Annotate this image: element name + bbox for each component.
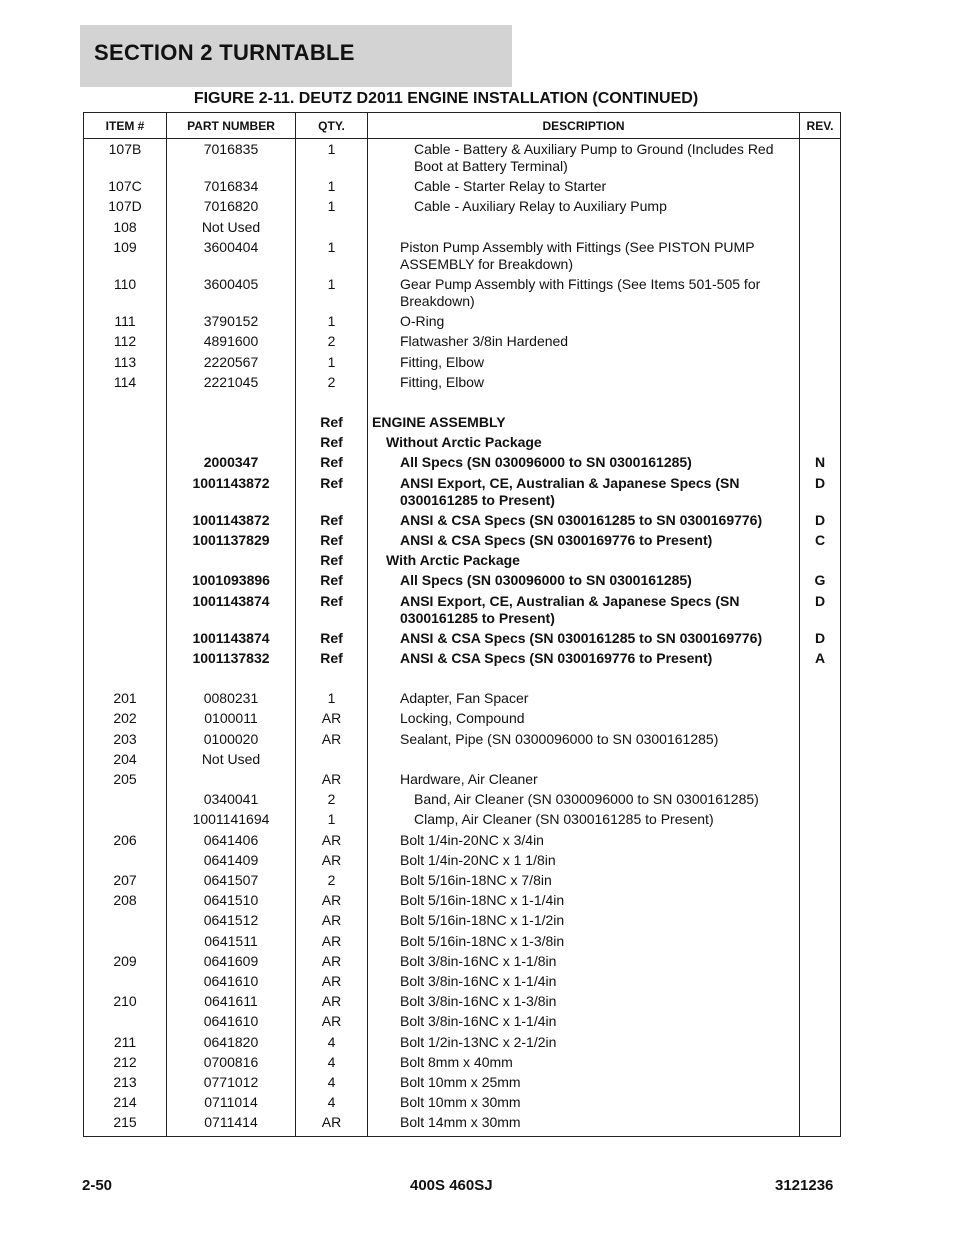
item-number-cell: 114 [113, 373, 137, 390]
description-cell: Bolt 3/8in-16NC x 1-1/4in [400, 1013, 557, 1030]
part-number-cell: 0340041 [203, 791, 259, 808]
item-number-cell: 203 [113, 730, 137, 747]
part-number-cell: 0641511 [204, 932, 258, 949]
part-number-cell: 0641820 [203, 1033, 259, 1050]
description-cell: Bolt 10mm x 30mm [400, 1094, 521, 1111]
qty-cell: Ref [320, 592, 343, 609]
item-number-cell: 110 [113, 276, 137, 292]
part-number-cell: 0711014 [204, 1094, 258, 1111]
qty-cell: Ref [320, 511, 343, 528]
item-number-cell: 111 [114, 313, 136, 330]
qty-cell: Ref [320, 414, 343, 430]
item-number-cell: 108 [113, 218, 137, 235]
item-number-cell: 215 [113, 1114, 137, 1131]
section-title: SECTION 2 TURNTABLE [94, 40, 355, 65]
qty-cell: Ref [320, 629, 343, 646]
qty-cell: 2 [327, 333, 336, 350]
rev-cell: D [814, 629, 826, 646]
part-number-cell: 1001143874 [192, 629, 270, 646]
rev-cell: D [814, 592, 826, 609]
qty-cell: AR [321, 932, 342, 949]
item-number-cell: 210 [113, 993, 137, 1010]
item-number-cell: 211 [113, 1033, 137, 1050]
qty-cell: 1 [327, 353, 336, 370]
item-number-cell: 113 [113, 353, 137, 370]
item-number-cell: 208 [113, 892, 137, 909]
qty-cell: AR [321, 771, 342, 787]
column-divider [799, 113, 800, 1136]
part-number-cell: 0641610 [203, 1013, 259, 1030]
description-cell: All Specs (SN 030096000 to SN 0300161285) [400, 454, 692, 471]
table-header [84, 113, 840, 139]
qty-cell: AR [321, 892, 342, 909]
page-number: 2-50 [82, 1177, 113, 1194]
rev-cell: D [814, 474, 826, 491]
item-number-cell: 202 [113, 710, 137, 727]
rev-cell: C [814, 532, 826, 548]
header-description: DESCRIPTION [542, 119, 625, 133]
item-number-cell: 107D [108, 198, 142, 215]
description-cell: Locking, Compound [400, 710, 525, 727]
part-number-cell: 0771012 [203, 1074, 259, 1090]
description-cell: Band, Air Cleaner (SN 0300096000 to SN 0300161285) [414, 791, 759, 808]
item-number-cell: 205 [113, 771, 137, 787]
part-number-cell: 0641406 [203, 831, 259, 848]
qty-cell: Ref [320, 650, 343, 666]
qty-cell: 1 [327, 313, 336, 330]
description-cell: Clamp, Air Cleaner (SN 0300161285 to Present) [414, 811, 714, 828]
description-cell: Bolt 3/8in-16NC x 1-1/8in [400, 952, 557, 969]
header-rev: REV. [806, 119, 834, 133]
model-name: 400S 460SJ [410, 1177, 493, 1194]
description-cell: Cable - Auxiliary Relay to Auxiliary Pump [414, 198, 667, 215]
part-number-cell: Not Used [201, 750, 261, 767]
qty-cell: AR [321, 710, 342, 727]
part-number-cell: 7016820 [203, 198, 259, 215]
description-cell: Gear Pump Assembly with Fittings (See Items 501-505 for Breakdown) [400, 276, 761, 309]
description-cell: Bolt 5/16in-18NC x 1-1/4in [400, 892, 565, 909]
part-number-cell: 3790152 [203, 313, 259, 330]
qty-cell: 1 [327, 276, 336, 292]
description-cell: Bolt 5/16in-18NC x 7/8in [400, 872, 552, 888]
rev-cell: N [814, 454, 826, 471]
qty-cell: 1 [327, 238, 336, 255]
description-cell: O-Ring [400, 313, 445, 330]
part-number-cell: 0641610 [203, 973, 259, 989]
part-number-cell: 1001093896 [192, 572, 270, 589]
qty-cell: 4 [327, 1074, 336, 1090]
header-part-number: PART NUMBER [187, 119, 275, 133]
rev-cell: G [814, 572, 826, 589]
qty-cell: AR [321, 952, 342, 969]
qty-cell: 4 [327, 1053, 336, 1070]
part-number-cell: 1001137832 [192, 650, 270, 666]
item-number-cell: 207 [113, 872, 137, 888]
description-cell: Bolt 1/2in-13NC x 2-1/2in [400, 1033, 557, 1050]
qty-cell: AR [321, 730, 342, 747]
part-number-cell: 7016834 [203, 178, 259, 195]
qty-cell: Ref [320, 474, 343, 491]
qty-cell: Ref [320, 552, 343, 569]
description-cell: Bolt 14mm x 30mm [400, 1114, 521, 1131]
qty-cell: Ref [320, 454, 343, 471]
part-number-cell: 0080231 [203, 690, 259, 707]
qty-cell: 1 [327, 811, 336, 828]
part-number-cell: 2221045 [203, 373, 259, 390]
part-number-cell: 0711414 [204, 1114, 258, 1131]
description-cell: ENGINE ASSEMBLY [372, 414, 506, 430]
description-cell: Hardware, Air Cleaner [400, 771, 538, 787]
section-header-bar [80, 25, 512, 87]
item-number-cell: 212 [113, 1053, 137, 1070]
item-number-cell: 107C [108, 178, 142, 195]
rev-cell: A [814, 650, 826, 666]
part-number-cell: 1001141694 [192, 811, 270, 828]
description-cell: ANSI & CSA Specs (SN 0300169776 to Present) [400, 532, 713, 548]
part-number-cell: 2000347 [203, 454, 259, 471]
qty-cell: 2 [327, 373, 336, 390]
qty-cell: Ref [320, 572, 343, 589]
description-cell: Bolt 1/4in-20NC x 1 1/8in [400, 851, 556, 868]
qty-cell: AR [321, 831, 342, 848]
description-cell: Bolt 3/8in-16NC x 1-3/8in [400, 993, 557, 1010]
part-number-cell: 0641409 [203, 851, 259, 868]
qty-cell: 1 [327, 141, 336, 157]
part-number-cell: 3600404 [203, 238, 259, 255]
qty-cell: Ref [320, 434, 343, 451]
description-cell: Bolt 8mm x 40mm [400, 1053, 513, 1070]
part-number-cell: 3600405 [203, 276, 259, 292]
qty-cell: 1 [327, 198, 336, 215]
part-number-cell: 1001143872 [192, 474, 270, 491]
item-number-cell: 112 [113, 333, 137, 350]
item-number-cell: 206 [113, 831, 137, 848]
description-cell: Sealant, Pipe (SN 0300096000 to SN 0300161285) [400, 730, 719, 747]
description-cell: ANSI & CSA Specs (SN 0300161285 to SN 0300169776) [400, 629, 763, 646]
part-number-cell: 0100020 [203, 730, 259, 747]
description-cell: Cable - Battery & Auxiliary Pump to Ground (Includes Red Boot at Battery Terminal) [414, 141, 774, 174]
rev-cell: D [814, 511, 826, 528]
qty-cell: 1 [327, 690, 336, 707]
description-cell: Fitting, Elbow [400, 373, 485, 390]
header-item: ITEM # [105, 119, 145, 133]
part-number-cell: 0641512 [203, 912, 259, 929]
qty-cell: Ref [320, 532, 343, 548]
qty-cell: 4 [327, 1033, 336, 1050]
description-cell: Bolt 1/4in-20NC x 3/4in [400, 831, 544, 848]
qty-cell: AR [321, 993, 342, 1010]
description-cell: Bolt 5/16in-18NC x 1-1/2in [400, 912, 565, 929]
part-number-cell: 0700816 [203, 1053, 259, 1070]
item-number-cell: 214 [113, 1094, 137, 1111]
item-number-cell: 213 [113, 1074, 137, 1090]
description-cell: ANSI & CSA Specs (SN 0300169776 to Present) [400, 650, 713, 666]
part-number-cell: 0641609 [203, 952, 259, 969]
parts-table [83, 112, 841, 1137]
document-number: 3121236 [775, 1177, 834, 1194]
description-cell: Bolt 10mm x 25mm [400, 1074, 521, 1090]
part-number-cell: 7016835 [203, 141, 259, 157]
description-cell: Fitting, Elbow [400, 353, 485, 370]
description-cell: All Specs (SN 030096000 to SN 0300161285) [400, 572, 692, 589]
description-cell: ANSI Export, CE, Australian & Japanese Specs (SN 0300161285 to Present) [400, 592, 740, 626]
part-number-cell: 4891600 [203, 333, 259, 350]
qty-cell: 2 [327, 791, 336, 808]
description-cell: Without Arctic Package [386, 434, 542, 451]
header-qty: QTY. [318, 119, 345, 133]
item-number-cell: 109 [113, 238, 137, 255]
column-divider [367, 113, 368, 1136]
description-cell: Flatwasher 3/8in Hardened [400, 333, 569, 350]
qty-cell: 2 [327, 872, 336, 888]
qty-cell: 1 [327, 178, 336, 195]
part-number-cell: 0641507 [203, 872, 259, 888]
description-cell: ANSI Export, CE, Australian & Japanese Specs (SN 0300161285 to Present) [400, 474, 740, 508]
part-number-cell: 0100011 [204, 710, 258, 727]
part-number-cell: 0641510 [203, 892, 259, 909]
part-number-cell: 1001137829 [192, 532, 270, 548]
qty-cell: AR [321, 1114, 342, 1131]
qty-cell: AR [321, 1013, 342, 1030]
part-number-cell: Not Used [201, 218, 261, 235]
qty-cell: AR [321, 973, 342, 989]
description-cell: Piston Pump Assembly with Fittings (See PISTON PUMP ASSEMBLY for Breakdown) [400, 238, 755, 272]
item-number-cell: 201 [113, 690, 137, 707]
description-cell: Cable - Starter Relay to Starter [414, 178, 607, 195]
part-number-cell: 0641611 [204, 993, 258, 1010]
description-cell: ANSI & CSA Specs (SN 0300161285 to SN 0300169776) [400, 511, 763, 528]
part-number-cell: 1001143874 [192, 592, 270, 609]
item-number-cell: 209 [113, 952, 137, 969]
qty-cell: AR [321, 851, 342, 868]
qty-cell: AR [321, 912, 342, 929]
qty-cell: 4 [327, 1094, 336, 1111]
item-number-cell: 107B [108, 141, 142, 157]
description-cell: Bolt 5/16in-18NC x 1-3/8in [400, 932, 565, 949]
part-number-cell: 2220567 [203, 353, 259, 370]
part-number-cell: 1001143872 [192, 511, 270, 528]
figure-title: FIGURE 2-11. DEUTZ D2011 ENGINE INSTALLATION (CONTINUED) [193, 90, 699, 107]
description-cell: With Arctic Package [386, 552, 520, 569]
description-cell: Bolt 3/8in-16NC x 1-1/4in [400, 973, 557, 989]
item-number-cell: 204 [113, 750, 137, 767]
description-cell: Adapter, Fan Spacer [400, 690, 529, 707]
